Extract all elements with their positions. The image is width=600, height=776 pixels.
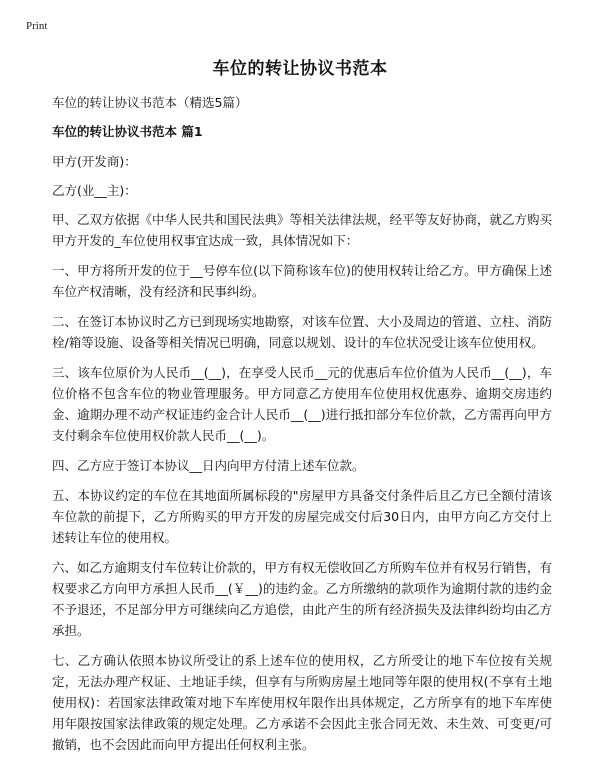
preamble-paragraph: 甲、乙双方依据《中华人民共和国民法典》等相关法律法规，经平等友好协商，就乙方购买甲方开发的_车位使用权事宜达成一致，具体情况如下：: [52, 212, 553, 248]
print-link[interactable]: Print: [26, 20, 48, 32]
party-a-line: 甲方(开发商)：: [52, 154, 137, 169]
party-b-line: 乙方(业__主)：: [52, 183, 137, 198]
document-title: 车位的转让协议书范本: [212, 59, 388, 79]
section-heading: 车位的转让协议书范本 篇1: [52, 124, 203, 139]
clause-7-paragraph: 七、乙方确认依照本协议所受让的系上述车位的使用权，乙方所受让的地下车位按有关规定，无法办理产权证、土地证手续，但享有与所购房屋土地同等年限的使用权(不享有土地使用权)：若国家法律政策对地下车库使用权年限作出具体规定，乙方所享有的地下车库使用年限按国家法律政策的规定处理。乙方承诺不会因此主张合同无效、未生效、可变更/可撤销，也不会因此而向甲方提出任何权利主张。: [52, 653, 552, 752]
clause-6-paragraph: 六、如乙方逾期支付车位转让价款的，甲方有权无偿收回乙方所购车位并有权另行销售，有权要求乙方向甲方承担人民币__(￥__)的违约金。乙方所缴纳的款项作为逾期付款的违约金不予退还，不足部分甲方可继续向乙方追偿，由此产生的所有经济损失及法律纠纷均由乙方承担。: [52, 560, 553, 638]
document-body: [52, 92, 552, 764]
clause-2-paragraph: 二、在签订本协议时乙方已到现场实地勘察，对该车位置、大小及周边的管道、立柱、消防栓/箱等设施、设备等相关情况已明确，同意以规划、设计的车位状况受让该车位使用权。: [52, 314, 553, 350]
clause-3-paragraph: 三、该车位原价为人民币__(__)，在享受人民币__元的优惠后车位价值为人民币__(__)，车位价格不包含车位的物业管理服务。甲方同意乙方使用车位使用权优惠券、逾期交房违约金、逾期办理不动产权证违约金合计人民币__(__)进行抵扣部分车位价款，乙方需再向甲方支付剩余车位使用权价款人民币__(__)。: [52, 365, 552, 443]
clause-4-paragraph: 四、乙方应于签订本协议__日内向甲方付清上述车位款。: [52, 458, 365, 473]
document-subtitle: 车位的转让协议书范本（精选5篇）: [52, 95, 248, 110]
clause-5-paragraph: 五、本协议约定的车位在其地面所属标段的"房屋甲方具备交付条件后且乙方已全额付清该车位款的前提下，乙方所购买的甲方开发的房屋完成交付后30日内，由甲方向乙方交付上述转让车位的使用权。: [52, 488, 552, 545]
clause-1-paragraph: 一、甲方将所开发的位于__号停车位(以下简称该车位)的使用权转让给乙方。甲方确保上述车位产权清晰，没有经济和民事纠纷。: [52, 263, 552, 299]
